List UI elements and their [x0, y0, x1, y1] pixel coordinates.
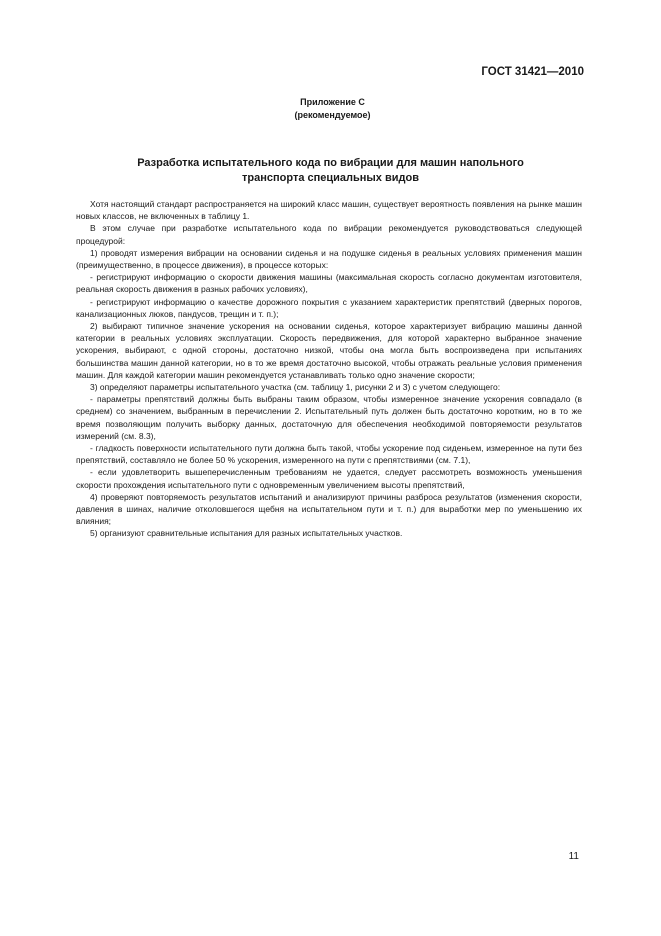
list-subitem: - параметры препятствий должны быть выбраны таким образом, чтобы измеренное значение ускорения совпадало (в среднем) со значением, выбранным в перечислении 2. Испытательный путь должен быть достаточно коротким, но в то же время позволяющим получить выборку данных, достаточную для обеспечения необходимой повторяемости результатов измерений (см. 8.3),	[76, 394, 582, 441]
appendix-status: (рекомендуемое)	[294, 110, 371, 120]
section-title-line-2: транспорта специальных видов	[242, 172, 419, 184]
list-item: 1) проводят измерения вибрации на основании сиденья и на подушке сиденья в реальных условиях применения машин (преимущественно, в процессе движения), в процессе которых:	[76, 247, 582, 271]
standard-number: ГОСТ 31421—2010	[481, 66, 584, 78]
paragraph: Хотя настоящий стандарт распространяется на широкий класс машин, существует вероятность появления на рынке машин новых классов, не включенных в таблицу 1.	[76, 199, 582, 222]
list-item: 2) выбирают типичное значение ускорения на основании сиденья, которое характеризует вибрацию машины данной категории в реальных условиях эксплуатации. Скорость передвижения, для которой характерно выбранное значение ускорения, выбирают, с одной стороны, достаточно низкой, чтобы она могла быть воспроизведена при испытаниях большинства машин данной категории, но в то же время достаточно высокой, чтобы отражать реальные условия применения машин. Для каждой категории машин рекомендуется устанавливать только одно значение скорости;	[76, 321, 582, 380]
list-item: 3) определяют параметры испытательного участка (см. таблицу 1, рисунки 2 и 3) с учетом следующего:	[90, 382, 501, 393]
paragraph: В этом случае при разработке испытательного кода по вибрации рекомендуется руководствоваться следующей процедурой:	[76, 223, 582, 246]
appendix-label: Приложение С	[300, 97, 365, 107]
list-subitem: - регистрируют информацию о качестве дорожного покрытия с указанием характеристик препятствий (дверных порогов, канализационных люков, пандусов, трещин и т. п.);	[76, 296, 582, 319]
list-item: 5) организуют сравнительные испытания для разных испытательных участков.	[90, 528, 403, 539]
list-item: 4) проверяют повторяемость результатов испытаний и анализируют причины разброса результатов (изменения скорости, давления в шинах, наличие отколовшегося щебня на испытательном пути и т. п.) для выработки мер по уменьшению их влияния;	[76, 491, 582, 527]
section-title	[90, 156, 571, 186]
list-subitem: - если удовлетворить вышеперечисленным требованиям не удается, следует рассмотреть возможность уменьшения скорости прохождения испытательного пути с одновременным увеличением высоты препятствий,	[76, 467, 582, 490]
body-text	[76, 198, 582, 540]
section-title-line-1: Разработка испытательного кода по вибрации для машин напольного	[137, 157, 524, 169]
page-number: 11	[568, 851, 579, 862]
appendix-heading	[0, 96, 661, 122]
list-subitem: - гладкость поверхности испытательного пути должна быть такой, чтобы ускорение под сиденьем, измеренное на пути без препятствий, составляло не более 50 % ускорения, измеренного на пути с препятствиями (см. 7.1),	[76, 443, 582, 466]
list-subitem: - регистрируют информацию о скорости движения машины (максимальная скорость согласно документам изготовителя, реальная скорость движения в разных рабочих условиях),	[76, 272, 582, 295]
